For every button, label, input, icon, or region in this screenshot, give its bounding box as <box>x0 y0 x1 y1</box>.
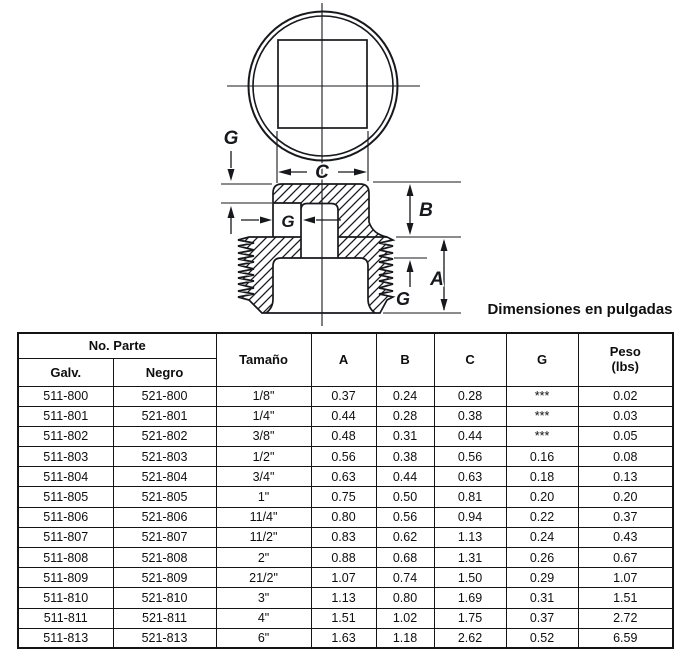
table-cell: 3/8" <box>216 426 311 446</box>
table-header <box>18 333 673 386</box>
table-cell: 0.02 <box>578 386 673 406</box>
dimension-g-engagement <box>383 258 461 313</box>
table-cell: 0.52 <box>506 628 578 648</box>
table-cell: 0.74 <box>376 568 434 588</box>
dim-label-g-depth: G <box>223 128 239 149</box>
table-cell: 11/4" <box>216 507 311 527</box>
table-cell: *** <box>506 386 578 406</box>
header-peso <box>578 333 673 386</box>
units-caption: Dimensiones en pulgadas <box>487 301 673 318</box>
table-cell: 0.63 <box>311 467 376 487</box>
table-cell: 511-809 <box>18 568 113 588</box>
table-cell: 21/2" <box>216 568 311 588</box>
table-cell: 0.43 <box>578 527 673 547</box>
table-cell: 0.28 <box>434 386 506 406</box>
table-cell: 521-803 <box>113 447 216 467</box>
table-cell: 0.18 <box>506 467 578 487</box>
table-cell: 0.62 <box>376 527 434 547</box>
dim-label-a: A <box>430 269 444 290</box>
header-b: B <box>376 333 434 386</box>
table-cell: 1.75 <box>434 608 506 628</box>
table-body <box>18 386 673 648</box>
table-cell: 0.20 <box>578 487 673 507</box>
table-row <box>18 447 673 467</box>
table-cell: 511-813 <box>18 628 113 648</box>
table-cell: 0.67 <box>578 548 673 568</box>
table-cell: 1" <box>216 487 311 507</box>
table-cell: 511-801 <box>18 406 113 426</box>
table-cell: 511-811 <box>18 608 113 628</box>
table-cell: 0.16 <box>506 447 578 467</box>
table-cell: 6.59 <box>578 628 673 648</box>
header-c: C <box>434 333 506 386</box>
table-cell: 0.88 <box>311 548 376 568</box>
dim-label-g-engagement: G <box>395 289 411 309</box>
table-cell: 1.51 <box>311 608 376 628</box>
table-cell: 2" <box>216 548 311 568</box>
table-row <box>18 426 673 446</box>
header-g: G <box>506 333 578 386</box>
table-cell: 0.37 <box>506 608 578 628</box>
table-cell: 0.56 <box>434 447 506 467</box>
table-cell: 3" <box>216 588 311 608</box>
table-cell: 521-808 <box>113 548 216 568</box>
table-cell: *** <box>506 406 578 426</box>
table-cell: 511-807 <box>18 527 113 547</box>
table-cell: 521-804 <box>113 467 216 487</box>
table-cell: 511-810 <box>18 588 113 608</box>
table-cell: 1.50 <box>434 568 506 588</box>
top-view <box>227 12 420 161</box>
table-cell: 521-800 <box>113 386 216 406</box>
table-cell: 0.56 <box>376 507 434 527</box>
table-row <box>18 487 673 507</box>
dimension-b <box>373 182 461 237</box>
header-peso-line2: (lbs) <box>611 358 639 374</box>
table-cell: 1.02 <box>376 608 434 628</box>
table-row <box>18 628 673 648</box>
header-a: A <box>311 333 376 386</box>
dim-label-b: B <box>419 200 433 221</box>
table-cell: 0.22 <box>506 507 578 527</box>
table-cell: 1.31 <box>434 548 506 568</box>
table-cell: 521-813 <box>113 628 216 648</box>
arrow-right-icon <box>354 169 367 176</box>
table-cell: 0.94 <box>434 507 506 527</box>
table-cell: 1/8" <box>216 386 311 406</box>
dim-label-g-wall: G <box>281 212 295 231</box>
table-cell: 1.07 <box>578 568 673 588</box>
dim-label-c: C <box>315 162 329 183</box>
table-cell: 521-802 <box>113 426 216 446</box>
table-cell: 0.20 <box>506 487 578 507</box>
table-cell: 6" <box>216 628 311 648</box>
table-cell: 0.63 <box>434 467 506 487</box>
table-cell: 0.03 <box>578 406 673 426</box>
table-cell: 0.08 <box>578 447 673 467</box>
table-cell: 511-800 <box>18 386 113 406</box>
header-no-parte: No. Parte <box>18 333 216 358</box>
table-cell: 1.63 <box>311 628 376 648</box>
table-cell: 0.56 <box>311 447 376 467</box>
table-cell: 521-810 <box>113 588 216 608</box>
table-cell: 1.18 <box>376 628 434 648</box>
arrow-up-icon <box>228 206 235 218</box>
table-cell: 0.31 <box>506 588 578 608</box>
table-cell: 0.48 <box>311 426 376 446</box>
table-cell: 1.69 <box>434 588 506 608</box>
arrow-up-icon <box>441 239 448 251</box>
technical-drawing <box>0 0 689 330</box>
arrow-left-icon <box>303 217 315 224</box>
table-cell: 0.24 <box>506 527 578 547</box>
table-row <box>18 568 673 588</box>
table-row <box>18 527 673 547</box>
table-cell: 0.38 <box>376 447 434 467</box>
table-cell: 511-808 <box>18 548 113 568</box>
header-peso-line1: Peso <box>609 344 641 360</box>
table-cell: 511-804 <box>18 467 113 487</box>
table-cell: 0.28 <box>376 406 434 426</box>
table-cell: 2.62 <box>434 628 506 648</box>
table-cell: 511-806 <box>18 507 113 527</box>
arrow-down-icon <box>228 169 235 181</box>
table-cell: *** <box>506 426 578 446</box>
table-row <box>18 507 673 527</box>
table-cell: 0.24 <box>376 386 434 406</box>
table-cell: 0.44 <box>434 426 506 446</box>
table-cell: 521-807 <box>113 527 216 547</box>
arrow-up-icon <box>407 260 414 272</box>
table-row <box>18 386 673 406</box>
table-cell: 511-805 <box>18 487 113 507</box>
table-row <box>18 467 673 487</box>
header-galv: Galv. <box>18 358 113 386</box>
arrow-right-icon <box>260 217 272 224</box>
table-cell: 1.51 <box>578 588 673 608</box>
table-cell: 0.26 <box>506 548 578 568</box>
table-cell: 521-809 <box>113 568 216 588</box>
table-cell: 4" <box>216 608 311 628</box>
table-cell: 0.44 <box>311 406 376 426</box>
table-cell: 0.44 <box>376 467 434 487</box>
table-cell: 0.37 <box>578 507 673 527</box>
table-cell: 521-801 <box>113 406 216 426</box>
table-cell: 1/4" <box>216 406 311 426</box>
table-cell: 521-806 <box>113 507 216 527</box>
table-cell: 0.81 <box>434 487 506 507</box>
table-cell: 1/2" <box>216 447 311 467</box>
table-cell: 0.68 <box>376 548 434 568</box>
table-cell: 0.37 <box>311 386 376 406</box>
header-tamano: Tamaño <box>216 333 311 386</box>
table-cell: 11/2" <box>216 527 311 547</box>
table-cell: 0.75 <box>311 487 376 507</box>
table-cell: 3/4" <box>216 467 311 487</box>
table-cell: 0.13 <box>578 467 673 487</box>
table-row <box>18 406 673 426</box>
table-cell: 0.83 <box>311 527 376 547</box>
table-cell: 0.38 <box>434 406 506 426</box>
table-cell: 0.80 <box>311 507 376 527</box>
arrow-left-icon <box>278 169 291 176</box>
table-cell: 511-802 <box>18 426 113 446</box>
table-cell: 0.05 <box>578 426 673 446</box>
dimensions-table <box>17 332 674 649</box>
table-cell: 1.13 <box>311 588 376 608</box>
table-cell: 521-805 <box>113 487 216 507</box>
table-cell: 0.29 <box>506 568 578 588</box>
arrow-down-icon <box>407 223 414 235</box>
table-row <box>18 608 673 628</box>
table-cell: 2.72 <box>578 608 673 628</box>
table-cell: 0.80 <box>376 588 434 608</box>
arrow-up-icon <box>407 184 414 196</box>
table-cell: 1.13 <box>434 527 506 547</box>
header-negro: Negro <box>113 358 216 386</box>
table-cell: 1.07 <box>311 568 376 588</box>
table-cell: 0.50 <box>376 487 434 507</box>
table-row <box>18 588 673 608</box>
table-row <box>18 548 673 568</box>
table-cell: 0.31 <box>376 426 434 446</box>
table-cell: 521-811 <box>113 608 216 628</box>
arrow-down-icon <box>441 299 448 311</box>
table-cell: 511-803 <box>18 447 113 467</box>
